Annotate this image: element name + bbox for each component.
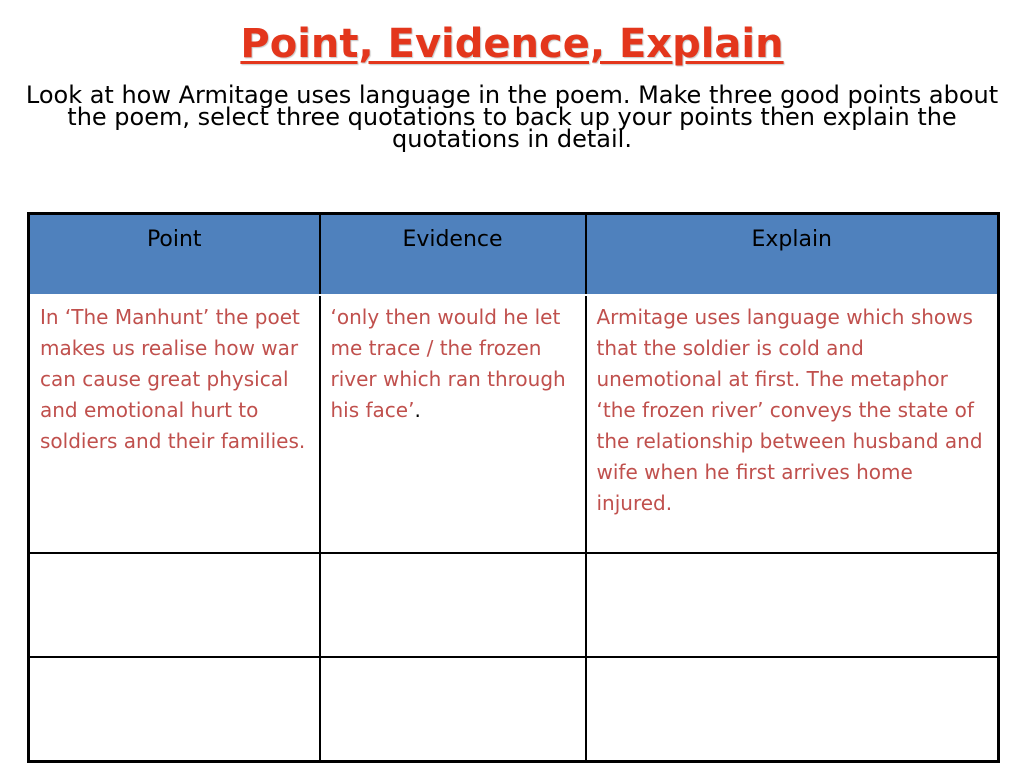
example-explain-cell [586, 295, 999, 553]
blank-evidence-cell-2[interactable] [320, 657, 586, 762]
example-evidence-text: ‘only then would he let me trace / the frozen river which ran through his face’ [330, 305, 566, 422]
blank-point-cell-2[interactable] [29, 657, 320, 762]
slide-title: Point, Evidence, Explain [240, 21, 784, 67]
blank-point-cell-1[interactable] [29, 553, 320, 657]
table-row-example [29, 295, 999, 553]
point-evidence-explain-table [27, 212, 1000, 763]
example-explain-text: Armitage uses language which shows that the soldier is cold and unemotional at first. The metaphor ‘the frozen river’ conveys the state of the relationship between husband and wife when he first arrives home injured. [596, 305, 983, 515]
header-point: Point [29, 214, 320, 296]
header-evidence: Evidence [320, 214, 586, 296]
example-evidence-cell [320, 295, 586, 553]
table-header-row [29, 214, 999, 296]
table-row-blank-2 [29, 657, 999, 762]
blank-explain-cell-2[interactable] [586, 657, 999, 762]
example-point-text: In ‘The Manhunt’ the poet makes us realise how war can cause great physical and emotional hurt to soldiers and their families. [40, 305, 306, 453]
blank-explain-cell-1[interactable] [586, 553, 999, 657]
table-row-blank-1 [29, 553, 999, 657]
blank-evidence-cell-1[interactable] [320, 553, 586, 657]
example-evidence-end: . [414, 398, 421, 422]
example-point-cell [29, 295, 320, 553]
header-explain: Explain [586, 214, 999, 296]
instructions-text: Look at how Armitage uses language in the poem. Make three good points about the poem, select three quotations to back up your points then explain the quotations in detail. [25, 81, 999, 153]
